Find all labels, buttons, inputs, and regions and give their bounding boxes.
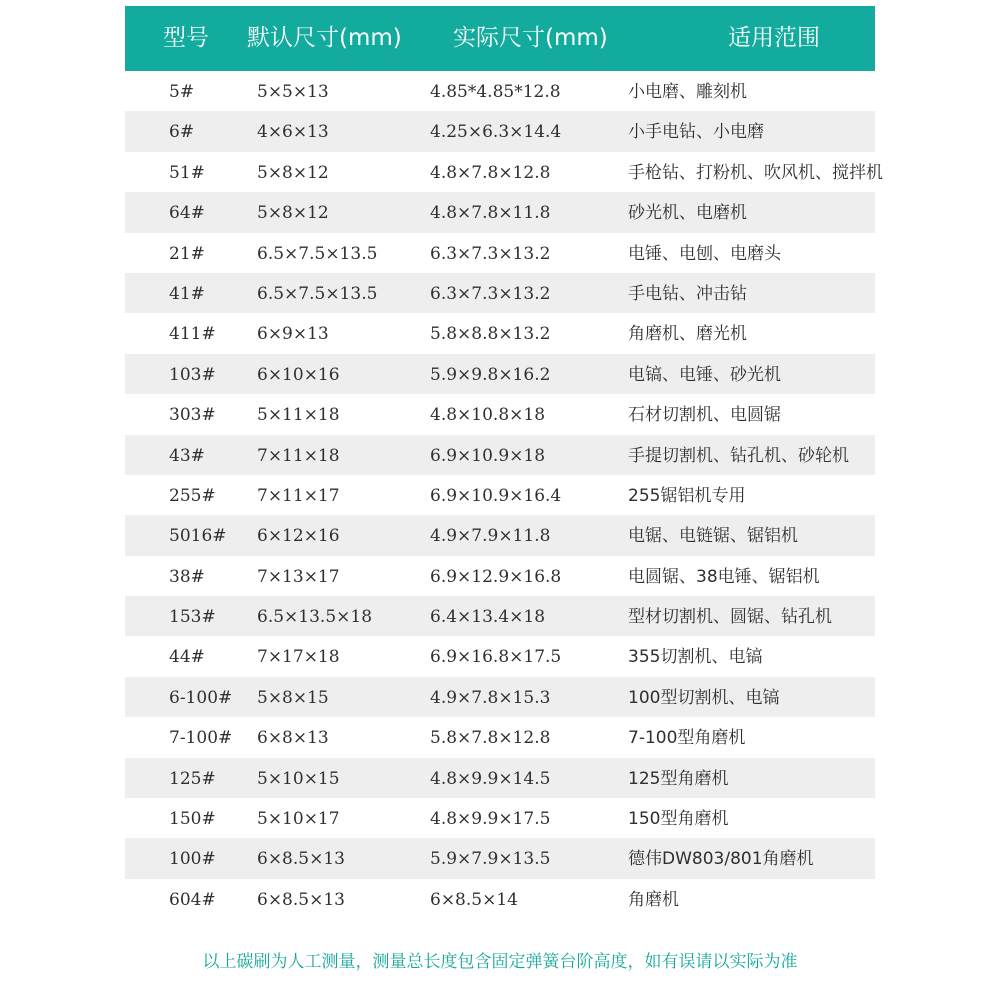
- table-row: [125, 758, 875, 798]
- cell-model: 41#: [169, 283, 205, 304]
- cell-actual-size: 4.8×10.8×18: [430, 405, 546, 426]
- cell-scope: 7-100型角磨机: [628, 728, 746, 749]
- cell-default-size: 6×10×16: [257, 364, 340, 385]
- cell-actual-size: 4.25×6.3×14.4: [430, 122, 562, 143]
- table-row: [125, 556, 875, 596]
- cell-default-size: 6×8.5×13: [257, 849, 345, 870]
- header-default-size: 默认尺寸(mm): [247, 25, 402, 51]
- table-row: [125, 717, 875, 757]
- cell-model: 100#: [169, 849, 216, 870]
- cell-default-size: 5×11×18: [257, 405, 340, 426]
- table-row: [125, 596, 875, 636]
- cell-actual-size: 6.3×7.3×13.2: [430, 243, 551, 264]
- cell-actual-size: 4.9×7.9×11.8: [430, 526, 551, 547]
- header-actual-size: 实际尺寸(mm): [453, 25, 608, 51]
- table-row: [125, 71, 875, 111]
- cell-scope: 小手电钻、小电磨: [628, 122, 764, 143]
- cell-model: 5016#: [169, 526, 227, 547]
- cell-scope: 手电钻、冲击钻: [628, 283, 747, 304]
- cell-scope: 角磨机: [628, 889, 679, 910]
- table-row: [125, 354, 875, 394]
- table-row: [125, 313, 875, 353]
- cell-default-size: 5×8×12: [257, 203, 329, 224]
- cell-actual-size: 5.9×9.8×16.2: [430, 364, 551, 385]
- footnote: 以上碳刷为人工测量，测量总长度包含固定弹簧台阶高度，如有误请以实际为准: [202, 952, 798, 972]
- cell-actual-size: 5.9×7.9×13.5: [430, 849, 551, 870]
- cell-actual-size: 4.8×7.8×12.8: [430, 162, 551, 183]
- cell-default-size: 6×8.5×13: [257, 889, 345, 910]
- cell-scope: 手枪钻、打粉机、吹风机、搅拌机: [628, 162, 883, 183]
- cell-scope: 100型切割机、电镐: [628, 687, 780, 708]
- cell-scope: 255锯铝机专用: [628, 485, 746, 506]
- cell-actual-size: 4.9×7.8×15.3: [430, 687, 551, 708]
- cell-scope: 150型角磨机: [628, 809, 729, 830]
- cell-actual-size: 4.85*4.85*12.8: [430, 82, 561, 102]
- cell-model: 43#: [169, 445, 205, 466]
- header-model: 型号: [163, 25, 209, 51]
- cell-default-size: 6×8×13: [257, 728, 329, 749]
- table-body: [125, 71, 883, 919]
- cell-actual-size: 6.4×13.4×18: [430, 607, 546, 628]
- cell-default-size: 5×10×15: [257, 768, 340, 789]
- table-row: [125, 394, 875, 434]
- cell-actual-size: 5.8×7.8×12.8: [430, 728, 551, 749]
- cell-default-size: 7×11×17: [257, 485, 340, 506]
- cell-default-size: 5×8×15: [257, 687, 329, 708]
- cell-actual-size: 6.3×7.3×13.2: [430, 283, 551, 304]
- cell-model: 21#: [169, 243, 205, 264]
- header-scope: 适用范围: [728, 25, 820, 51]
- table-row: [125, 838, 875, 878]
- cell-default-size: 7×17×18: [257, 647, 340, 668]
- table-row: [125, 475, 875, 515]
- cell-model: 255#: [169, 485, 216, 506]
- cell-model: 150#: [169, 809, 216, 830]
- cell-default-size: 6×12×16: [257, 526, 340, 547]
- cell-scope: 石材切割机、电圆锯: [628, 405, 781, 426]
- cell-model: 7-100#: [169, 728, 233, 749]
- cell-default-size: 5×5×13: [257, 82, 329, 102]
- cell-model: 44#: [169, 647, 205, 668]
- table-row: [125, 233, 875, 273]
- table-row: [125, 435, 875, 475]
- cell-actual-size: 5.8×8.8×13.2: [430, 324, 551, 345]
- cell-scope: 德伟DW803/801角磨机: [628, 849, 814, 870]
- table-row: [125, 192, 875, 232]
- cell-scope: 砂光机、电磨机: [628, 203, 747, 224]
- cell-scope: 355切割机、电镐: [628, 647, 763, 668]
- cell-model: 153#: [169, 607, 216, 628]
- cell-actual-size: 6.9×16.8×17.5: [430, 647, 562, 668]
- cell-model: 6-100#: [169, 687, 233, 708]
- cell-actual-size: 4.8×7.8×11.8: [430, 203, 551, 224]
- cell-scope: 电锤、电刨、电磨头: [628, 243, 781, 264]
- cell-actual-size: 6.9×10.9×18: [430, 445, 546, 466]
- table-row: [125, 798, 875, 838]
- cell-scope: 型材切割机、圆锯、钻孔机: [628, 607, 832, 628]
- cell-model: 5#: [169, 82, 195, 102]
- cell-actual-size: 6.9×10.9×16.4: [430, 485, 562, 506]
- cell-model: 38#: [169, 566, 205, 587]
- cell-model: 604#: [169, 889, 216, 910]
- cell-default-size: 7×13×17: [257, 566, 340, 587]
- cell-actual-size: 4.8×9.9×17.5: [430, 809, 551, 830]
- cell-default-size: 6.5×7.5×13.5: [257, 283, 378, 304]
- cell-model: 303#: [169, 405, 216, 426]
- size-table: [125, 6, 883, 919]
- cell-scope: 手提切割机、钻孔机、砂轮机: [628, 445, 849, 466]
- cell-default-size: 6×9×13: [257, 324, 329, 345]
- cell-scope: 小电磨、雕刻机: [628, 82, 747, 102]
- cell-scope: 电镐、电锤、砂光机: [628, 364, 781, 385]
- table-row: [125, 879, 875, 919]
- table-row: [125, 677, 875, 717]
- cell-scope: 125型角磨机: [628, 768, 729, 789]
- cell-model: 6#: [169, 122, 195, 143]
- cell-model: 51#: [169, 162, 205, 183]
- cell-actual-size: 6×8.5×14: [430, 889, 518, 910]
- cell-default-size: 5×8×12: [257, 162, 329, 183]
- cell-default-size: 7×11×18: [257, 445, 340, 466]
- cell-model: 103#: [169, 364, 216, 385]
- cell-model: 411#: [169, 324, 216, 345]
- cell-default-size: 5×10×17: [257, 809, 340, 830]
- cell-scope: 电锯、电链锯、锯铝机: [628, 526, 798, 547]
- table-row: [125, 152, 883, 192]
- cell-model: 64#: [169, 203, 205, 224]
- table-row: [125, 636, 875, 676]
- cell-scope: 电圆锯、38电锤、锯铝机: [628, 566, 820, 587]
- cell-actual-size: 6.9×12.9×16.8: [430, 566, 562, 587]
- table-header: [125, 6, 875, 71]
- table-row: [125, 111, 875, 151]
- cell-default-size: 6.5×13.5×18: [257, 607, 373, 628]
- cell-model: 125#: [169, 768, 216, 789]
- cell-actual-size: 4.8×9.9×14.5: [430, 768, 551, 789]
- table-row: [125, 273, 875, 313]
- cell-default-size: 6.5×7.5×13.5: [257, 243, 378, 264]
- table-row: [125, 515, 875, 555]
- cell-scope: 角磨机、磨光机: [628, 324, 747, 345]
- cell-default-size: 4×6×13: [257, 122, 329, 143]
